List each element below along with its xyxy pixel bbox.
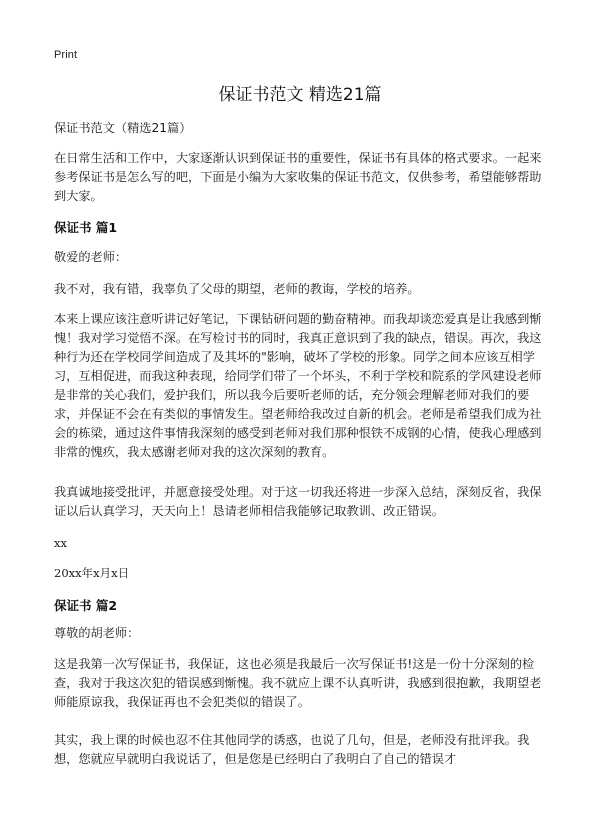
article-1-date: 20xx年x月x日	[54, 566, 130, 580]
article-2-paragraph-2: 其实，我上课的时候也忍不住其他同学的诱惑，也说了几句，但是，老师没有批评我。我想，您就应早就明白我说话了，但是您是已经明白了我明白了自己的错误才	[54, 733, 530, 766]
article-2-paragraph-1: 这是我第一次写保证书，我保证，这也必须是我最后一次写保证书!这是一份十分深刻的检查，我对于我这次犯的错误感到惭愧。我不就应上课不认真听讲，我感到很抱歉，我期望老师能原谅我，我保证再也不会犯类似的错误了。	[54, 657, 542, 709]
intro-subtitle: 保证书范文（精选21篇）	[54, 121, 192, 135]
article-1-signature: xx	[54, 536, 67, 550]
article-1-paragraph-1: 我不对，我有错，我辜负了父母的期望，老师的教诲，学校的培养。	[54, 282, 420, 296]
article-1-greeting: 敬爱的老师：	[54, 250, 128, 264]
print-link[interactable]: Print	[54, 49, 78, 61]
page-title: 保证书范文 精选21篇	[218, 85, 382, 105]
article-1-paragraph-2: 本来上课应该注意听讲记好笔记，下课钻研问题的勤奋精神。而我却谈恋爱真是让我感到惭愧！我对学习觉悟不深。在写检讨书的同时，我真正意识到了我的缺点，错误。再次，我这种行为还在学校同学间造成了及其坏的"影响，破坏了学校的形象。同学之间本应该互相学习，互相促进，而我这种表现，给同学们带了一个坏头，不利于学校和院系的学风建设老师是非常的关心我们，爱护我们，所以我今后要听老师的话，充分领会理解老师对我们的要求，并保证不会在有类似的事情发生。望老师给我改过自新的机会。老师是希望我们成为社会的栋梁，通过这件事情我深刻的感受到老师对我们那种恨铁不成钢的心情，使我心理感到非常的愧疚，我太感谢老师对我的这次深刻的教育。	[54, 312, 542, 459]
intro-paragraph: 在日常生活和工作中，大家逐渐认识到保证书的重要性，保证书有具体的格式要求。一起来参考保证书是怎么写的吧，下面是小编为大家收集的保证书范文，仅供参考，希望能够帮助到大家。	[54, 151, 542, 203]
article-1-paragraph-3: 我真诚地接受批评，并愿意接受处理。对于这一切我还将进一步深入总结，深刻反省，我保证以后认真学习，天天向上！恳请老师相信我能够记取教训、改正错误。	[54, 485, 542, 518]
article-1-heading: 保证书 篇1	[54, 220, 118, 235]
article-2-heading: 保证书 篇2	[54, 598, 118, 613]
article-2-greeting: 尊敬的胡老师：	[54, 626, 140, 640]
